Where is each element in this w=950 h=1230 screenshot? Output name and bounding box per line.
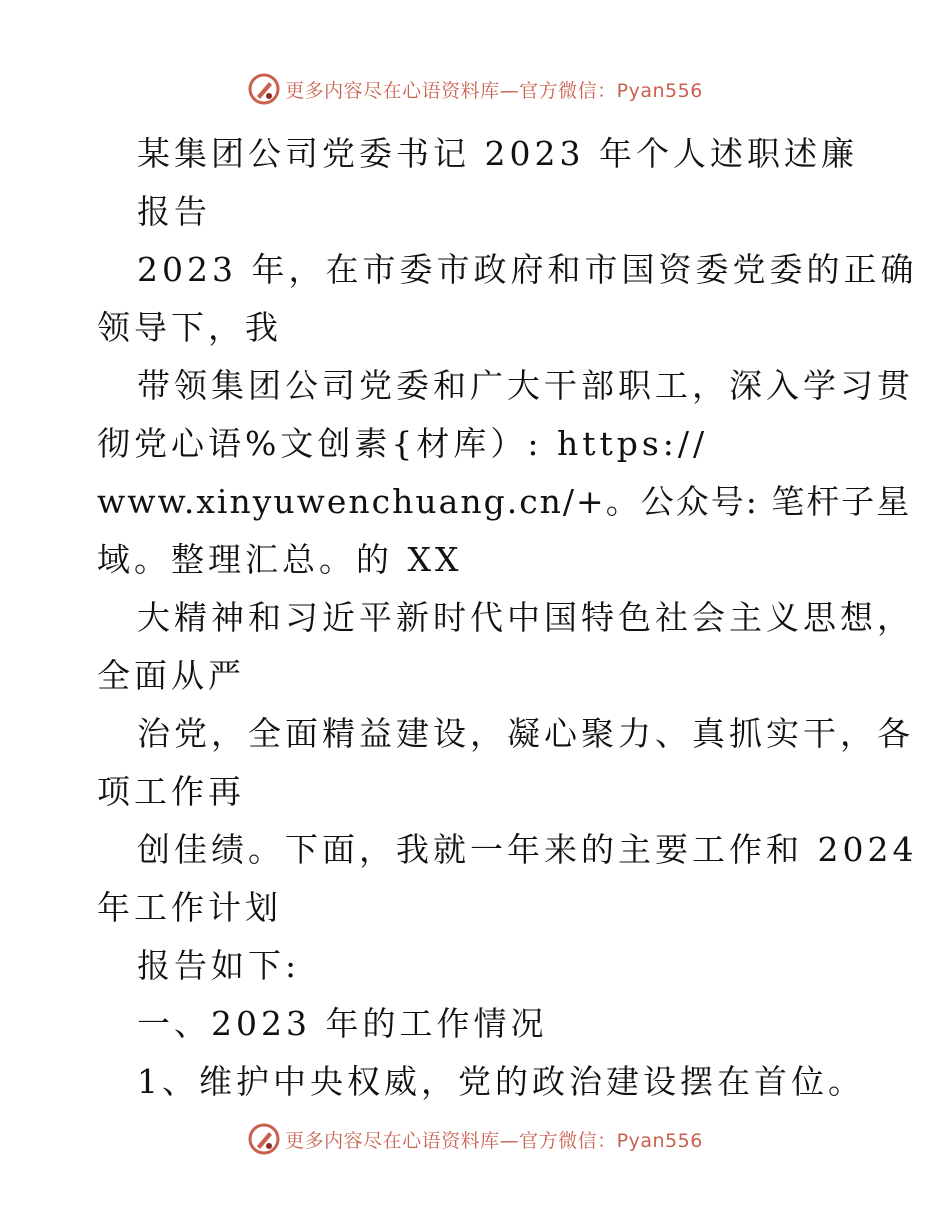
banner-text: 更多内容尽在心语资料库—官方微信：Pyan556 <box>285 79 703 102</box>
paragraph-line: 领导下，我 <box>97 308 282 347</box>
paragraph-line: 创佳绩。下面，我就一年来的主要工作和 2024 <box>137 830 918 869</box>
paragraph-line: 年工作计划 <box>97 888 282 927</box>
paragraph-line: 报告如下: <box>137 946 301 985</box>
footer-watermark-banner <box>0 1122 950 1156</box>
section-heading: 一、2023 年的工作情况 <box>137 1004 548 1043</box>
paragraph-line: 2023 年，在市委市政府和市国资委党委的正确 <box>137 250 918 289</box>
paragraph-line: 带领集团公司党委和广大干部职工，深入学习贯 <box>137 366 914 405</box>
doc-title-line: 某集团公司党委书记 2023 年个人述职述廉 <box>137 134 858 173</box>
pen-logo-icon <box>247 1122 281 1156</box>
paragraph-line: 大精神和习近平新时代中国特色社会主义思想， <box>137 598 914 637</box>
header-watermark-banner <box>0 72 950 106</box>
banner-text: 更多内容尽在心语资料库—官方微信：Pyan556 <box>285 1129 703 1152</box>
paragraph-line: 域。整理汇总。的 XX <box>97 540 463 579</box>
paragraph-line: www.xinyuwenchuang.cn/+。公众号: 笔杆子星 <box>97 482 912 521</box>
paragraph-line: 彻党心语%文创素{材库）: https:// <box>97 424 709 463</box>
subsection-heading: 1、维护中央权威，党的政治建设摆在首位。 <box>137 1062 865 1101</box>
paragraph-line: 全面从严 <box>97 656 245 695</box>
doc-title-line: 报告 <box>137 192 211 231</box>
pen-logo-icon <box>247 72 281 106</box>
paragraph-line: 治党，全面精益建设，凝心聚力、真抓实干，各 <box>137 714 914 753</box>
paragraph-line: 项工作再 <box>97 772 245 811</box>
